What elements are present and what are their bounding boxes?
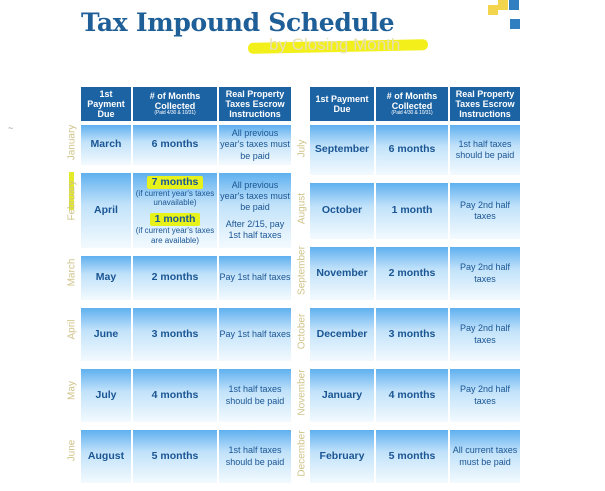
months-collected: 4 months xyxy=(388,388,436,401)
header-instructions xyxy=(450,87,520,121)
instructions: Pay 2nd half taxes xyxy=(459,384,511,406)
instructions: Pay 1st half taxes xyxy=(219,328,291,339)
months-collected: 6 months xyxy=(151,138,199,151)
closing-month-label: January xyxy=(66,124,78,161)
table-row-months xyxy=(133,308,217,361)
table-row-due xyxy=(310,247,374,300)
table-row-due xyxy=(310,183,374,239)
table-row-due xyxy=(81,369,131,422)
table-row-due xyxy=(310,369,374,422)
closing-month-label: August xyxy=(296,192,308,225)
table-row-months xyxy=(376,308,448,361)
months-collected: 3 months xyxy=(151,327,199,340)
header-instructions-label: Real Property Taxes Escrow Instructions xyxy=(455,88,515,120)
months-collected: 1 month xyxy=(391,204,433,217)
payment-due: May xyxy=(95,271,117,284)
months-collected-a: 7 months xyxy=(147,176,204,189)
table-row-due xyxy=(81,430,131,483)
table-row-due xyxy=(81,125,131,165)
schedule-table-left xyxy=(81,87,291,487)
table-row-instructions xyxy=(219,256,291,300)
header-payment-due-label: 1st Payment Due xyxy=(315,93,369,114)
instructions: Pay 2nd half taxes xyxy=(459,323,511,345)
payment-due: July xyxy=(95,388,117,401)
instructions: Pay 1st half taxes xyxy=(219,272,291,283)
instructions: 1st half taxes should be paid xyxy=(225,445,285,467)
header-months xyxy=(133,87,217,121)
instructions: All current taxes must be paid xyxy=(452,445,518,467)
months-collected: 6 months xyxy=(388,143,436,156)
closing-month-label: June xyxy=(66,439,78,462)
table-row-months xyxy=(376,430,448,483)
months-collected: 2 months xyxy=(388,266,436,279)
header-months-note: (Paid 4/30 & 10/31) xyxy=(154,110,196,117)
table-row-due xyxy=(81,308,131,361)
months-collected: 3 months xyxy=(388,327,436,340)
table-row-months xyxy=(376,369,448,422)
table-row-instructions xyxy=(450,247,520,300)
closing-month-label: February xyxy=(66,180,78,221)
months-note-a: (if current year's taxes unavailable) xyxy=(135,188,215,208)
table-row-instructions xyxy=(219,125,291,165)
page-title: Tax Impound Schedule xyxy=(81,8,395,37)
months-collected: 5 months xyxy=(388,449,436,462)
payment-due: April xyxy=(94,203,118,216)
table-row-instructions xyxy=(219,173,291,248)
decorative-square xyxy=(509,0,519,10)
months-collected: 4 months xyxy=(151,388,199,401)
table-row-months xyxy=(376,125,448,175)
table-row-instructions xyxy=(450,430,520,483)
header-instructions xyxy=(219,87,291,121)
instructions: Pay 2nd half taxes xyxy=(459,199,511,221)
schedule-table-right xyxy=(310,87,520,487)
table-row-instructions xyxy=(450,369,520,422)
closing-month-label: April xyxy=(66,319,78,340)
payment-due: October xyxy=(321,204,363,217)
table-row-months xyxy=(133,173,217,248)
header-months-note: (Paid 4/30 & 10/31) xyxy=(391,110,433,117)
table-row-months xyxy=(133,256,217,300)
closing-month-label: September xyxy=(296,246,308,295)
table-row-due xyxy=(310,308,374,361)
table-row-due xyxy=(81,256,131,300)
decorative-square xyxy=(510,19,520,29)
months-collected-b: 1 month xyxy=(150,213,201,226)
decorative-square xyxy=(498,0,508,10)
header-months xyxy=(376,87,448,121)
table-row-instructions xyxy=(219,430,291,483)
instructions: 1st half taxes should be paid xyxy=(455,138,515,160)
header-payment-due xyxy=(81,87,131,121)
payment-due: September xyxy=(314,143,370,156)
table-row-due xyxy=(310,125,374,175)
payment-due: August xyxy=(87,449,125,462)
table-row-months xyxy=(133,430,217,483)
closing-month-label: November xyxy=(296,369,308,416)
payment-due: November xyxy=(316,266,368,279)
header-payment-due xyxy=(310,87,374,121)
table-row-due xyxy=(310,430,374,483)
closing-month-label: December xyxy=(296,430,308,477)
payment-due: January xyxy=(321,388,363,401)
page-subtitle: by Closing Month xyxy=(269,35,401,54)
table-row-months xyxy=(133,369,217,422)
table-row-instructions xyxy=(450,125,520,175)
table-row-months xyxy=(376,183,448,239)
decorative-square xyxy=(488,5,498,15)
months-collected: 5 months xyxy=(151,449,199,462)
table-row-due xyxy=(81,173,131,248)
table-row-instructions xyxy=(450,183,520,239)
instructions-a: All previous year's taxes must be paid xyxy=(220,179,290,213)
instructions: 1st half taxes should be paid xyxy=(225,384,285,406)
closing-month-label: October xyxy=(296,313,308,350)
table-row-instructions xyxy=(219,369,291,422)
payment-due: February xyxy=(319,449,365,462)
closing-month-label: May xyxy=(66,381,78,400)
table-row-months xyxy=(376,247,448,300)
instructions: All previous year's taxes must be paid xyxy=(220,128,290,161)
months-note-b: (if current year's taxes are available) xyxy=(135,226,215,245)
table-row-instructions xyxy=(219,308,291,361)
instructions-b: After 2/15, pay 1st half taxes xyxy=(225,218,285,240)
payment-due: March xyxy=(90,138,122,151)
table-row-instructions xyxy=(450,308,520,361)
closing-month-label: July xyxy=(296,139,308,158)
closing-month-label: March xyxy=(66,258,78,287)
stray-mark: ~ xyxy=(8,123,14,133)
payment-due: June xyxy=(93,327,119,340)
header-months-label: # of Months Collected xyxy=(386,91,438,112)
header-months-label: # of Months Collected xyxy=(149,91,201,112)
payment-due: December xyxy=(316,327,368,340)
header-payment-due-label: 1st Payment Due xyxy=(87,88,125,120)
instructions: Pay 2nd half taxes xyxy=(459,262,511,284)
months-collected: 2 months xyxy=(151,271,199,284)
header-instructions-label: Real Property Taxes Escrow Instructions xyxy=(225,88,285,120)
table-row-months xyxy=(133,125,217,165)
